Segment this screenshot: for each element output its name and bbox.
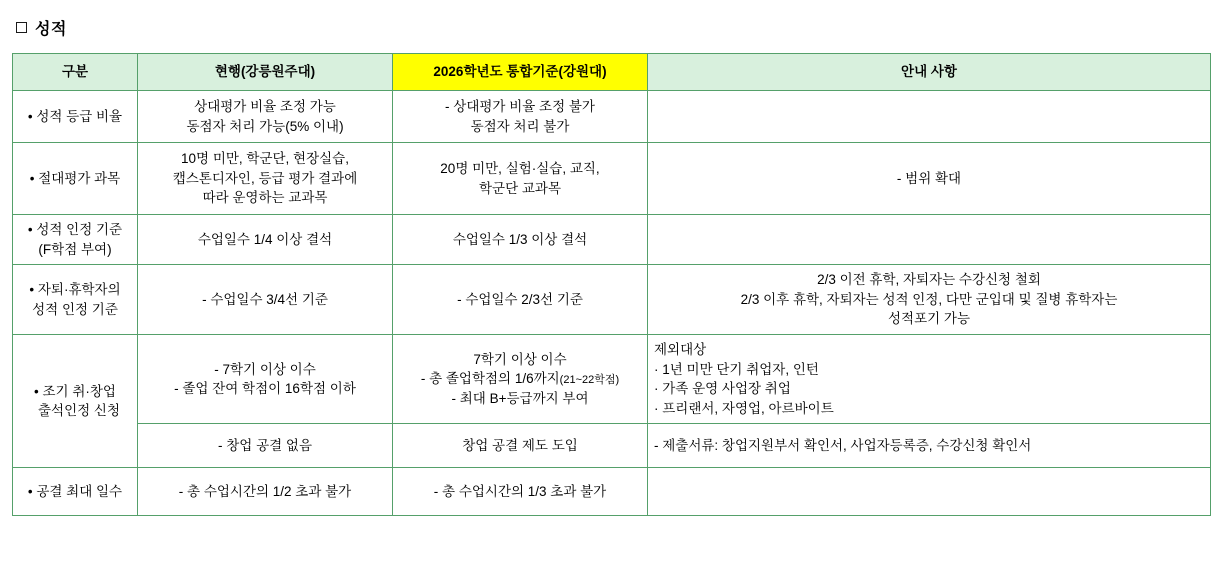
row-note: 제외대상 · 1년 미만 단기 취업자, 인턴 · 가족 운영 사업장 취업 · 프리랜서, 자영업, 아르바이트 [648,335,1211,424]
table-row [13,468,1211,516]
row-current-value: 10명 미만, 학군단, 현장실습, 캡스톤디자인, 등급 평가 결과에 따라 운영하는 교과목 [138,143,393,215]
row-note: - 범위 확대 [648,143,1211,215]
page-title-text: 성적 [35,21,67,38]
table-row [13,215,1211,265]
page-title [16,16,1208,39]
row-current-value: 상대평가 비율 조정 가능 동점자 처리 가능(5% 이내) [138,91,393,143]
new-sub-prefix: - 총 졸업학점의 1/6까지 [420,371,560,387]
row-current-value: - 창업 공결 없음 [138,424,393,468]
table-body [13,91,1211,516]
row-new-value: 수업일수 1/3 이상 결석 [393,215,648,265]
new-sub-small: (21~22학점) [559,374,620,387]
row-new-value: 7학기 이상 이수 - 총 졸업학점의 1/6까지(21~22학점) - 최대 B+등급까지 부여 [393,335,648,424]
row-note: - 제출서류: 창업지원부서 확인서, 사업자등록증, 수강신청 확인서 [648,424,1211,468]
row-new-value: 창업 공결 제도 도입 [393,424,648,468]
table-row [13,335,1211,424]
table-row [13,265,1211,335]
row-new-value: - 수업일수 2/3선 기준 [393,265,648,335]
column-header-division: 구분 [13,54,138,91]
row-note [648,468,1211,516]
row-label: • 공결 최대 일수 [13,468,138,516]
row-current-value: - 총 수업시간의 1/2 초과 불가 [138,468,393,516]
checkbox-empty-icon [16,22,27,33]
row-current-value: 수업일수 1/4 이상 결석 [138,215,393,265]
table-header-row [13,54,1211,91]
row-label: • 성적 등급 비율 [13,91,138,143]
row-note: 2/3 이전 휴학, 자퇴자는 수강신청 철회 2/3 이후 휴학, 자퇴자는 성적 인정, 다만 군입대 및 질병 휴학자는 성적포기 가능 [648,265,1211,335]
column-header-notes: 안내 사항 [648,54,1211,91]
row-new-value: 20명 미만, 실험·실습, 교직, 학군단 교과목 [393,143,648,215]
row-label: • 조기 취·창업 출석인정 신청 [13,335,138,468]
row-new-value: - 상대평가 비율 조정 불가 동점자 처리 불가 [393,91,648,143]
table-row [13,91,1211,143]
column-header-current: 현행(강릉원주대) [138,54,393,91]
column-header-new-standard: 2026학년도 통합기준(강원대) [393,54,648,91]
table-row [13,143,1211,215]
table-header [13,54,1211,91]
table-row [13,424,1211,468]
row-label: • 자퇴·휴학자의 성적 인정 기준 [13,265,138,335]
row-note [648,91,1211,143]
row-label: • 성적 인정 기준 (F학점 부여) [13,215,138,265]
row-label: • 절대평가 과목 [13,143,138,215]
row-new-value: - 총 수업시간의 1/3 초과 불가 [393,468,648,516]
grade-policy-table [12,53,1211,516]
row-note [648,215,1211,265]
row-current-value: - 수업일수 3/4선 기준 [138,265,393,335]
row-current-value: - 7학기 이상 이수 - 졸업 잔여 학점이 16학점 이하 [138,335,393,424]
